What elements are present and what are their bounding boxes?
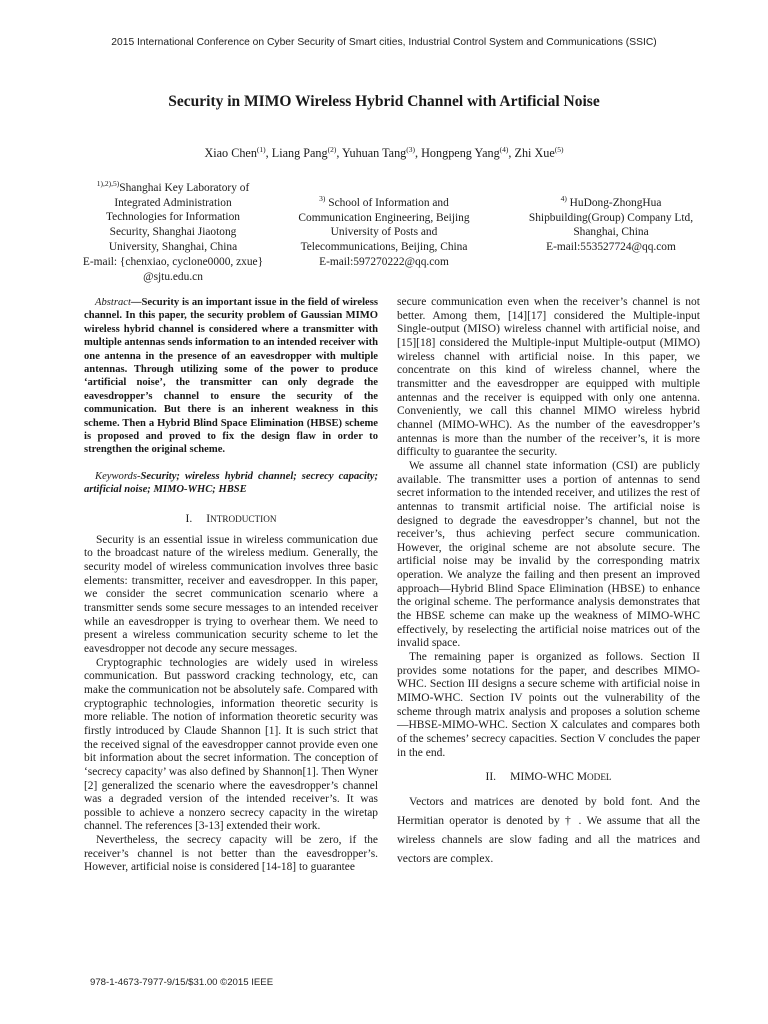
- abstract-text: —Security is an important issue in the field of wireless channel. In this paper, the security problem of Gaussian MIMO wireless hybrid channel is considered where a transmitter with multiple antennas sends information to an intended receiver with one antenna in the presence of an eavesdropper with multiple antennas. Through utilizing some of the power to produce ‘artificial noise’, the transmitter can only degrade the eavesdropper’s channel to ensure the security of the communication. But there is an inherent weakness in this scheme. Then a Hybrid Blind Space Elimination (HBSE) scheme is proposed and proved to fix the design flaw in order to strengthen the original scheme.: [84, 297, 378, 456]
- affiliation-hudong: [506, 192, 716, 255]
- affiliation-line: University of Posts and: [330, 226, 438, 239]
- author-mark: (1): [256, 145, 266, 154]
- author-name: Liang Pang: [271, 146, 328, 161]
- section-heading-model: [397, 770, 700, 783]
- section-number: II.: [485, 770, 497, 784]
- author-mark: (4): [499, 145, 509, 154]
- author-separator: ,: [336, 146, 343, 161]
- section-number: I.: [185, 511, 193, 525]
- section-title-initial: I: [206, 511, 211, 525]
- affiliation-email: E-mail: {chenxiao, cyclone0000, zxue}: [82, 255, 264, 268]
- affiliation-line: Shipbuilding(Group) Company Ltd,: [528, 211, 694, 224]
- section-title-rest: ODEL: [587, 772, 612, 783]
- author-mark: (3): [406, 145, 416, 154]
- author-name: Xiao Chen: [204, 146, 257, 161]
- affiliation-line: Shanghai, China: [573, 226, 649, 239]
- author-name: Hongpeng Yang: [421, 146, 500, 161]
- affiliation-line: University, Shanghai, China: [108, 240, 238, 253]
- author-mark: (2): [327, 145, 337, 154]
- body-paragraph: Security is an essential issue in wireless communication due to the broadcast nature of the wireless medium. Generally, the security model of wireless communication involves three basic elements: transmitter, receiver and eavesdropper. In this paper, we consider the secret communication scenario where a transmitter sends some secure messages to an intended receiver while an eavesdropper is trying to overhear them. We need to present a wireless communication security scheme to let the eavesdropper not decode any secure messages.: [84, 533, 378, 655]
- keywords-text: Security; wireless hybrid channel; secrecy capacity; artificial noise; MIMO-WHC; HBSE: [84, 470, 378, 496]
- affiliation-line: School of Information and: [328, 196, 449, 209]
- paper-title: Security in MIMO Wireless Hybrid Channel with Artificial Noise: [168, 93, 600, 110]
- right-column: [397, 296, 700, 868]
- affiliation-line: Telecommunications, Beijing, China: [300, 241, 468, 254]
- section-title-rest: NTRODUCTION: [210, 513, 277, 524]
- body-paragraph: Vectors and matrices are denoted by bold font. And the Hermitian operator is denoted by † . We assume that all the wireless channels are slow fading and all the matrices and vectors are complex.: [397, 795, 700, 866]
- affiliation-email: E-mail:597270222@qq.com: [319, 255, 449, 268]
- author-mark: (5): [554, 145, 564, 154]
- affiliation-email: @sjtu.edu.cn: [143, 270, 203, 283]
- affiliation-line: Security, Shanghai Jiaotong: [109, 226, 237, 239]
- affiliation-sjtu: [66, 177, 280, 284]
- affiliation-line: Shanghai Key Laboratory of: [119, 181, 250, 194]
- section-title-initial: MIMO-WHC M: [510, 770, 588, 784]
- affiliation-mark: 4): [560, 194, 567, 203]
- affiliation-line: Integrated Administration: [114, 196, 232, 209]
- keywords-lead: Keywords-: [95, 470, 141, 482]
- conference-header: 2015 International Conference on Cyber Security of Smart cities, Industrial Control System and Communications (SSIC): [111, 37, 657, 48]
- author-separator: ,: [415, 146, 422, 161]
- author-list: [0, 145, 768, 161]
- left-column: [84, 296, 378, 875]
- affiliation-line: Communication Engineering, Beijing: [298, 211, 470, 224]
- body-paragraph: Nevertheless, the secrecy capacity will be zero, if the receiver’s channel is not better than the eavesdropper’s. However, artificial noise is considered [14-18] to guarantee: [84, 834, 378, 874]
- affiliation-line: HuDong-ZhongHua: [569, 196, 662, 209]
- affiliation-mark: 3): [319, 194, 326, 203]
- keywords: [84, 470, 378, 497]
- body-paragraph: Cryptographic technologies are widely used in wireless communication. But password cracking technology, etc, can make the communication not be absolutely safe. Compared with cryptographic technologies, information theoretic security is more reliable. The notion of information theoretic security was firstly introduced by Claude Shannon [1]. It is such strict that the received signal of the eavesdropper cannot provide even one bit information about the secret information. The conception of ‘secrecy capacity’ was also defined by Shannon[1]. Then Wyner [2] generalized the scenario where the eavesdropper’s channel was a degraded version of the intended receiver’s. It was possible to achieve a nonzero secrecy capacity in the wiretap channel. The references [3-13] extended their work.: [84, 656, 378, 833]
- body-paragraph: secure communication even when the receiver’s channel is not better. Among them, [14][17] considered the Multiple-input Single-output (MISO) wireless channel with artificial noise, and [15][18] considered the Multiple-input Multiple-output (MIMO) wireless channel with artificial noise. In this paper, we concentrate on this kind of wireless channel, where the transmitter and the eavesdropper are equipped with multiple antennas and the receiver is equipped with only one antenna. Conveniently, we call this channel MIMO wireless hybrid channel (MIMO-WHC). As the number of the eavesdropper’s antennas is more than the number of the receiver’s, it is more difficulty to guarantee the security.: [397, 296, 700, 459]
- copyright-footer: 978-1-4673-7977-9/15/$31.00 ©2015 IEEE: [90, 977, 274, 988]
- body-paragraph: We assume all channel state information (CSI) are publicly available. The transmitter uses a portion of antennas to send secret information to the intended receiver, and utilizes the rest of antennas to transmit artificial noise. The artificial noise is designed to degrade the eavesdropper’s channel, but not the receiver’s, thus achieving perfect secure communication. However, the original scheme are not absolute secure. The artificial noise may be invalid by the corresponding matrix operation. We analyze the failing and then present an improved approach—Hybrid Blind Space Elimination (HBSE) to enhance the original scheme. The performance analysis demonstrates that the HBSE scheme can make up the weakness of MIMO-WHC effectively, by reselecting the artificial noise matrices out of the invalid space.: [397, 459, 700, 650]
- author-separator: ,: [508, 146, 515, 161]
- affiliation-mark: 1),2),5): [96, 179, 120, 188]
- abstract: [84, 296, 378, 457]
- body-paragraph: The remaining paper is organized as follows. Section II provides some notations for the paper, and describes MIMO-WHC. Section III designs a secure scheme with artificial noise in MIMO-WHC. Section IV points out the vulnerability of the scheme through matrix analysis and proposes a solution scheme—HBSE-MIMO-WHC. Section X calculates and compares both of the schemes’ secrecy capacities. Section V concludes the paper in the end.: [397, 651, 700, 759]
- affiliation-bupt: [284, 192, 484, 270]
- author-separator: ,: [265, 146, 272, 161]
- author-name: Zhi Xue: [514, 146, 555, 161]
- abstract-lead: Abstract: [95, 297, 131, 308]
- affiliation-line: Technologies for Information: [106, 211, 240, 224]
- affiliation-email: E-mail:553527724@qq.com: [546, 241, 676, 254]
- author-name: Yuhuan Tang: [342, 146, 407, 161]
- section-heading-introduction: [84, 512, 378, 525]
